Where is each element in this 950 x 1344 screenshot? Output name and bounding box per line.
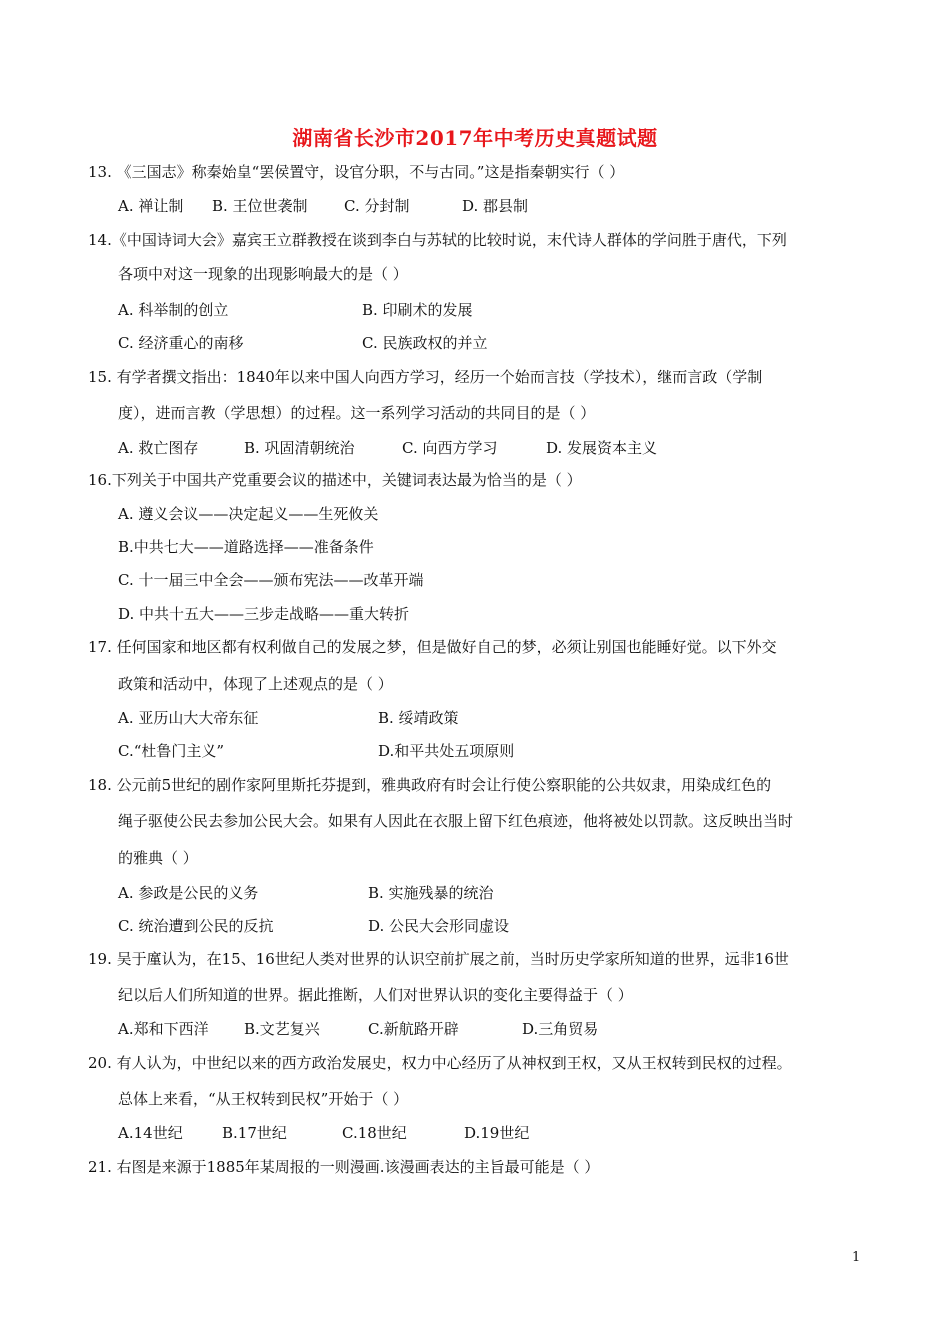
q18-option-a: A. 参政是公民的义务 bbox=[118, 884, 259, 902]
q15-option-c: C. 向西方学习 bbox=[402, 439, 498, 457]
q20-option-b: B.17世纪 bbox=[222, 1124, 287, 1142]
page-title: 湖南省长沙市2017年中考历史真题试题 bbox=[292, 126, 658, 150]
q19-option-d: D.三角贸易 bbox=[522, 1020, 599, 1038]
question-19-stem-line1: 19. 吴于廑认为，在15、16世纪人类对世界的认识空前扩展之前，当时历史学家所知道的世界，远非16世 bbox=[88, 950, 789, 968]
page-number: 1 bbox=[852, 1250, 861, 1265]
q14-option-c: C. 经济重心的南移 bbox=[118, 334, 244, 352]
question-15-stem-line1: 15. 有学者撰文指出：1840年以来中国人向西方学习，经历一个始而言技（学技术），继而言政（学制 bbox=[88, 368, 763, 386]
q17-option-a: A. 亚历山大大帝东征 bbox=[118, 709, 259, 727]
q16-option-b: B.中共七大——道路选择——准备条件 bbox=[118, 538, 374, 556]
question-17-stem-line2: 政策和活动中，体现了上述观点的是（ ） bbox=[118, 675, 393, 693]
q13-option-b: B. 王位世袭制 bbox=[212, 197, 308, 215]
question-17-stem-line1: 17. 任何国家和地区都有权利做自己的发展之梦，但是做好自己的梦，必须让别国也能睡好觉。以下外交 bbox=[88, 638, 777, 656]
q14-option-b: B. 印刷术的发展 bbox=[362, 301, 473, 319]
q17-option-b: B. 绥靖政策 bbox=[378, 709, 459, 727]
q14-option-d: C. 民族政权的并立 bbox=[362, 334, 488, 352]
q13-option-c: C. 分封制 bbox=[344, 197, 410, 215]
q16-option-d: D. 中共十五大——三步走战略——重大转折 bbox=[118, 605, 410, 623]
q19-option-c: C.新航路开辟 bbox=[368, 1020, 459, 1038]
q15-option-a: A. 救亡图存 bbox=[118, 439, 199, 457]
question-18-stem-line1: 18. 公元前5世纪的剧作家阿里斯托芬提到，雅典政府有时会让行使公察职能的公共奴隶，用染成红色的 bbox=[88, 776, 772, 794]
question-16-stem: 16.下列关于中国共产党重要会议的描述中，关键词表达最为恰当的是（ ） bbox=[88, 471, 582, 489]
question-14-stem-line2: 各项中对这一现象的出现影响最大的是（ ） bbox=[118, 265, 408, 283]
q15-option-b: B. 巩固清朝统治 bbox=[244, 439, 355, 457]
q20-option-d: D.19世纪 bbox=[464, 1124, 530, 1142]
question-18-stem-line2: 绳子驱使公民去参加公民大会。如果有人因此在衣服上留下红色痕迹，他将被处以罚款。这反映出当时 bbox=[118, 812, 794, 830]
question-20-stem-line2: 总体上来看，“从王权转到民权”开始于（ ） bbox=[118, 1090, 409, 1108]
q16-option-c: C. 十一届三中全会——颁布宪法——改革开端 bbox=[118, 571, 424, 589]
question-14-stem-line1: 14.《中国诗词大会》嘉宾王立群教授在谈到李白与苏轼的比较时说，末代诗人群体的学问胜于唐代，下列 bbox=[88, 231, 787, 249]
q17-option-c: C.“杜鲁门主义” bbox=[118, 742, 225, 760]
q13-option-a: A. 禅让制 bbox=[118, 197, 184, 215]
question-15-stem-line2: 度），进而言教（学思想）的过程。这一系列学习活动的共同目的是（ ） bbox=[118, 404, 596, 422]
q15-option-d: D. 发展资本主义 bbox=[546, 439, 658, 457]
q18-option-d: D. 公民大会形同虚设 bbox=[368, 917, 510, 935]
q19-option-b: B.文艺复兴 bbox=[244, 1020, 320, 1038]
question-18-stem-line3: 的雅典（ ） bbox=[118, 849, 198, 867]
q18-option-c: C. 统治遭到公民的反抗 bbox=[118, 917, 274, 935]
question-19-stem-line2: 纪以后人们所知道的世界。据此推断，人们对世界认识的变化主要得益于（ ） bbox=[118, 986, 633, 1004]
q20-option-a: A.14世纪 bbox=[118, 1124, 183, 1142]
q18-option-b: B. 实施残暴的统治 bbox=[368, 884, 494, 902]
q13-option-d: D. 郡县制 bbox=[462, 197, 529, 215]
q14-option-a: A. 科举制的创立 bbox=[118, 301, 229, 319]
q19-option-a: A.郑和下西洋 bbox=[118, 1020, 209, 1038]
question-21-stem: 21. 右图是来源于1885年某周报的一则漫画.该漫画表达的主旨最可能是（ ） bbox=[88, 1158, 600, 1176]
question-20-stem-line1: 20. 有人认为，中世纪以来的西方政治发展史，权力中心经历了从神权到王权，又从王权转到民权的过程。 bbox=[88, 1054, 792, 1072]
q20-option-c: C.18世纪 bbox=[342, 1124, 407, 1142]
q17-option-d: D.和平共处五项原则 bbox=[378, 742, 515, 760]
question-13-stem: 13. 《三国志》称秦始皇“罢侯置守，设官分职，不与古同。”这是指秦朝实行（ ） bbox=[88, 163, 625, 181]
q16-option-a: A. 遵义会议——决定起义——生死攸关 bbox=[118, 505, 379, 523]
